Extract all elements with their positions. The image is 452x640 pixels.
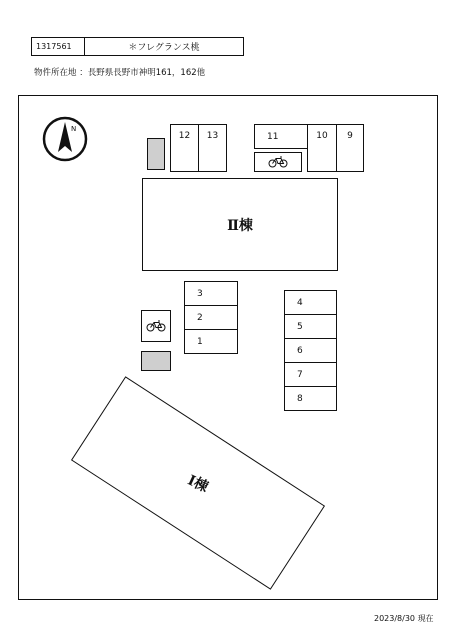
bicycle-icon xyxy=(146,320,166,332)
property-header xyxy=(31,37,244,56)
parking-space-10 xyxy=(307,124,337,172)
parking-space-12 xyxy=(170,124,199,172)
parking-label-2: 2 xyxy=(197,312,203,323)
parking-label-10: 10 xyxy=(316,131,328,141)
parking-label-11: 11 xyxy=(267,131,279,142)
parking-label-3: 3 xyxy=(197,288,203,299)
storage-box-left xyxy=(141,351,171,371)
parking-space-4 xyxy=(284,290,337,315)
building-two-label: Ⅱ棟 xyxy=(227,217,253,234)
parking-space-2 xyxy=(184,305,238,330)
parking-label-5: 5 xyxy=(297,321,303,332)
parking-space-6 xyxy=(284,338,337,363)
parking-space-7 xyxy=(284,362,337,387)
parking-label-12: 12 xyxy=(178,131,191,141)
parking-space-9 xyxy=(336,124,364,172)
bicycle-icon xyxy=(268,156,288,168)
bicycle-parking-top xyxy=(254,152,302,172)
parking-space-1 xyxy=(184,329,238,354)
parking-label-6: 6 xyxy=(297,345,303,356)
parking-space-3 xyxy=(184,281,238,306)
date-stamp: 2023/8/30 現在 xyxy=(374,614,434,623)
north-arrow-icon xyxy=(41,116,89,162)
parking-label-4: 4 xyxy=(297,297,303,308)
building-one-label: Ⅰ棟 xyxy=(184,472,211,496)
parking-space-8 xyxy=(284,386,337,411)
parking-label-7: 7 xyxy=(297,369,303,380)
parking-label-9: 9 xyxy=(347,131,353,141)
parking-label-8: 8 xyxy=(297,393,303,404)
property-name: ＊フレグランス桃 xyxy=(128,43,200,53)
property-address: 物件所在地 ：長野県長野市神明161，162他 xyxy=(34,68,206,78)
storage-box-top xyxy=(147,138,165,170)
parking-space-5 xyxy=(284,314,337,339)
parking-space-11 xyxy=(254,124,308,149)
bicycle-parking-left xyxy=(141,310,171,342)
parking-label-13: 13 xyxy=(206,131,219,141)
property-id: 1317561 xyxy=(32,38,85,55)
compass-north-label: N xyxy=(71,125,77,133)
parking-label-1: 1 xyxy=(197,336,203,347)
building-two xyxy=(142,178,338,271)
parking-space-13 xyxy=(198,124,227,172)
